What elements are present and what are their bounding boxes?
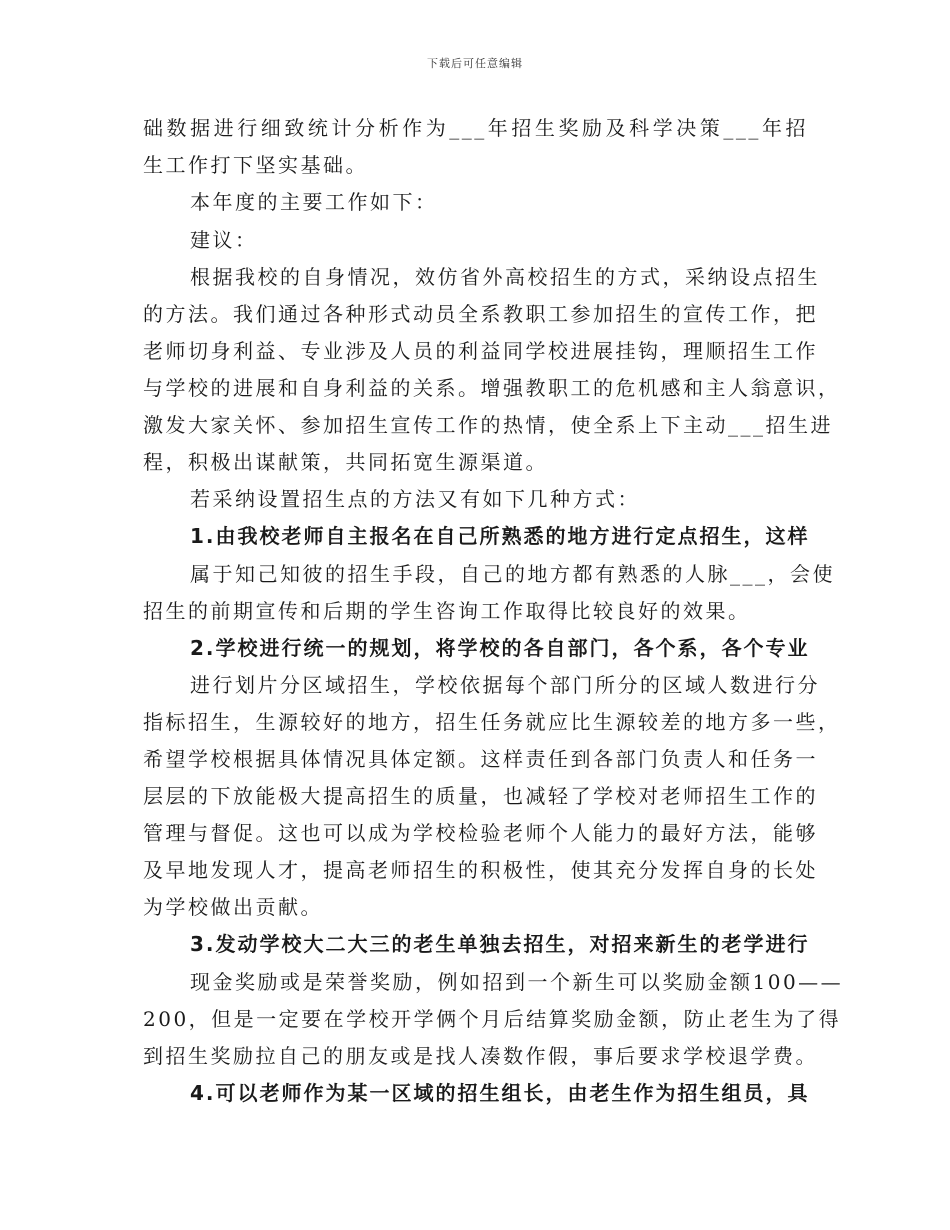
text-line: 生工作打下坚实基础。 xyxy=(143,153,368,177)
text-line: 现金奖励或是荣誉奖励，例如招到一个新生可以奖励金额100—— xyxy=(190,970,844,994)
text-line: 若采纳设置招生点的方法又有如下几种方式： xyxy=(190,487,640,511)
text-line: 200，但是一定要在学校开学俩个月后结算奖励金额，防止老生为了得 xyxy=(143,1007,842,1031)
text-line: 招生的前期宣传和后期的学生咨询工作取得比较良好的效果。 xyxy=(143,599,751,623)
text-line: 础数据进行细致统计分析作为___年招生奖励及科学决策___年招 xyxy=(143,116,808,140)
text-line: 属于知己知彼的招生手段，自己的地方都有熟悉的人脉___，会使 xyxy=(190,562,835,586)
text-line: 为学校做出贡献。 xyxy=(143,895,323,919)
text-line: 程，积极出谋献策，共同拓宽生源渠道。 xyxy=(143,450,548,474)
text-line: 管理与督促。这也可以成为学校检验老师个人能力的最好方法，能够 xyxy=(143,821,818,845)
text-line: 激发大家关怀、参加招生宣传工作的热情，使全系上下主动___招生进 xyxy=(143,413,833,437)
list-item-heading: 3.发动学校大二大三的老生单独去招生，对招来新生的老学进行 xyxy=(190,932,810,956)
text-line: 的方法。我们通过各种形式动员全系教职工参加招生的宣传工作，把 xyxy=(143,302,818,326)
text-line: 根据我校的自身情况，效仿省外高校招生的方式，采纳设点招生 xyxy=(190,265,820,289)
text-line: 希望学校根据具体情况具体定额。这样责任到各部门负责人和任务一 xyxy=(143,747,818,771)
text-line: 及早地发现人才，提高老师招生的积极性，使其充分发挥自身的长处 xyxy=(143,858,818,882)
text-line: 与学校的进展和自身利益的关系。增强教职工的危机感和主人翁意识， xyxy=(143,376,841,400)
text-line: 老师切身利益、专业涉及人员的利益同学校进展挂钩，理顺招生工作 xyxy=(143,339,818,363)
text-line: 层层的下放能极大提高招生的质量，也减轻了学校对老师招生工作的 xyxy=(143,784,818,808)
text-line: 本年度的主要工作如下： xyxy=(190,190,438,214)
text-line: 到招生奖励拉自己的朋友或是找人凑数作假，事后要求学校退学费。 xyxy=(143,1044,818,1068)
list-item-heading: 2.学校进行统一的规划，将学校的各自部门，各个系，各个专业 xyxy=(190,636,810,660)
text-line: 指标招生，生源较好的地方，招生任务就应比生源较差的地方多一些， xyxy=(143,710,841,734)
page-header: 下载后可任意编辑 xyxy=(427,57,523,70)
text-line: 建议： xyxy=(190,228,258,252)
list-item-heading: 4.可以老师作为某一区域的招生组长，由老生作为招生组员，具 xyxy=(190,1081,810,1105)
text-line: 进行划片分区域招生，学校依据每个部门所分的区域人数进行分 xyxy=(190,673,820,697)
list-item-heading: 1.由我校老师自主报名在自己所熟悉的地方进行定点招生，这样 xyxy=(190,524,810,548)
